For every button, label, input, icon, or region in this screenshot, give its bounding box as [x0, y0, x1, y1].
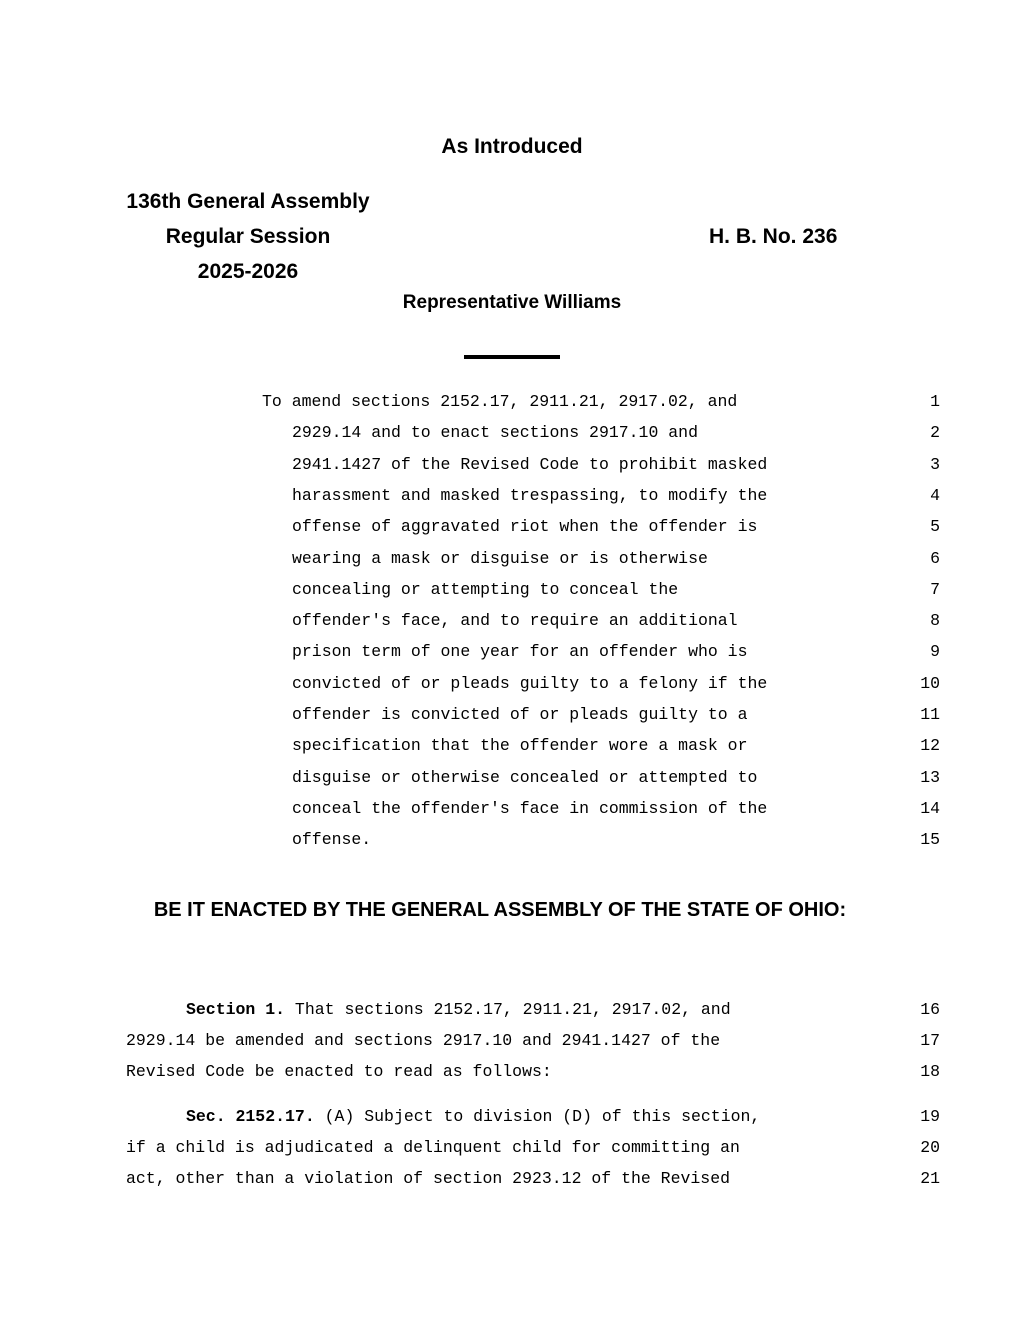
- sec-2152-17-label: Sec. 2152.17.: [186, 1107, 315, 1126]
- title-line: offender is convicted of or pleads guilty to a: [292, 705, 748, 724]
- session-type: Regular Session: [165, 225, 331, 248]
- title-line: offense.: [292, 830, 372, 850]
- line-number: 17: [920, 1031, 940, 1050]
- line-number: 2: [930, 423, 940, 443]
- line-number: 20: [920, 1138, 940, 1157]
- line-number: 14: [920, 798, 940, 818]
- general-assembly: 136th General Assembly: [126, 190, 370, 213]
- line-number: 13: [920, 767, 940, 787]
- title-line: offense of aggravated riot when the offender is: [292, 517, 758, 537]
- line-number: 16: [920, 1000, 940, 1019]
- title-line: harassment and masked trespassing, to modify the: [292, 485, 768, 505]
- title-line: To amend sections 2152.17, 2911.21, 2917.02, and: [262, 392, 738, 411]
- title-line: prison term of one year for an offender who is: [292, 642, 748, 662]
- bill-status: As Introduced: [441, 135, 583, 158]
- session-years: 2025-2026: [197, 260, 299, 283]
- header-divider: [464, 355, 560, 359]
- enacting-clause: BE IT ENACTED BY THE GENERAL ASSEMBLY OF THE STATE OF OHIO:: [153, 899, 847, 921]
- section-1-line-1: [186, 1000, 731, 1019]
- title-line: specification that the offender wore a mask or: [292, 736, 748, 756]
- title-line: conceal the offender's face in commission of the: [292, 798, 768, 818]
- line-number: 11: [920, 705, 940, 724]
- section-1-line-2: 2929.14 be amended and sections 2917.10 and 2941.1427 of the: [126, 1031, 721, 1050]
- section-1-line-3: Revised Code be enacted to read as follows:: [126, 1062, 552, 1081]
- section-1-label: Section 1.: [186, 1000, 286, 1019]
- line-number: 18: [920, 1062, 940, 1081]
- sec-2152-17-line-3: act, other than a violation of section 2923.12 of the Revised: [126, 1169, 730, 1188]
- title-line: concealing or attempting to conceal the: [292, 579, 679, 599]
- line-number: 7: [930, 579, 940, 599]
- line-number: 3: [930, 454, 940, 474]
- line-number: 6: [930, 548, 940, 568]
- line-number: 9: [930, 642, 940, 662]
- sec-2152-17-text: (A) Subject to division (D) of this section,: [314, 1107, 761, 1126]
- line-number: 4: [930, 485, 940, 505]
- line-number: 15: [920, 830, 940, 850]
- title-line: 2929.14 and to enact sections 2917.10 and: [292, 423, 698, 443]
- line-number: 19: [920, 1107, 940, 1126]
- title-line: wearing a mask or disguise or is otherwise: [292, 548, 708, 568]
- line-number: 1: [930, 392, 940, 411]
- section-1-text: That sections 2152.17, 2911.21, 2917.02, and: [285, 1000, 731, 1019]
- sponsor: Representative Williams: [402, 292, 622, 313]
- line-number: 12: [920, 736, 940, 756]
- line-number: 8: [930, 611, 940, 631]
- line-number: 5: [930, 517, 940, 537]
- title-line: disguise or otherwise concealed or attempted to: [292, 767, 758, 787]
- title-line: convicted of or pleads guilty to a felony if the: [292, 673, 768, 693]
- title-line: offender's face, and to require an additional: [292, 611, 738, 631]
- title-line: 2941.1427 of the Revised Code to prohibit masked: [292, 454, 768, 474]
- line-number: 10: [920, 673, 940, 693]
- sec-2152-17-line-2: if a child is adjudicated a delinquent child for committing an: [126, 1138, 740, 1157]
- bill-number: H. B. No. 236: [709, 225, 838, 248]
- line-number: 21: [920, 1169, 940, 1188]
- sec-2152-17-line-1: [186, 1107, 760, 1126]
